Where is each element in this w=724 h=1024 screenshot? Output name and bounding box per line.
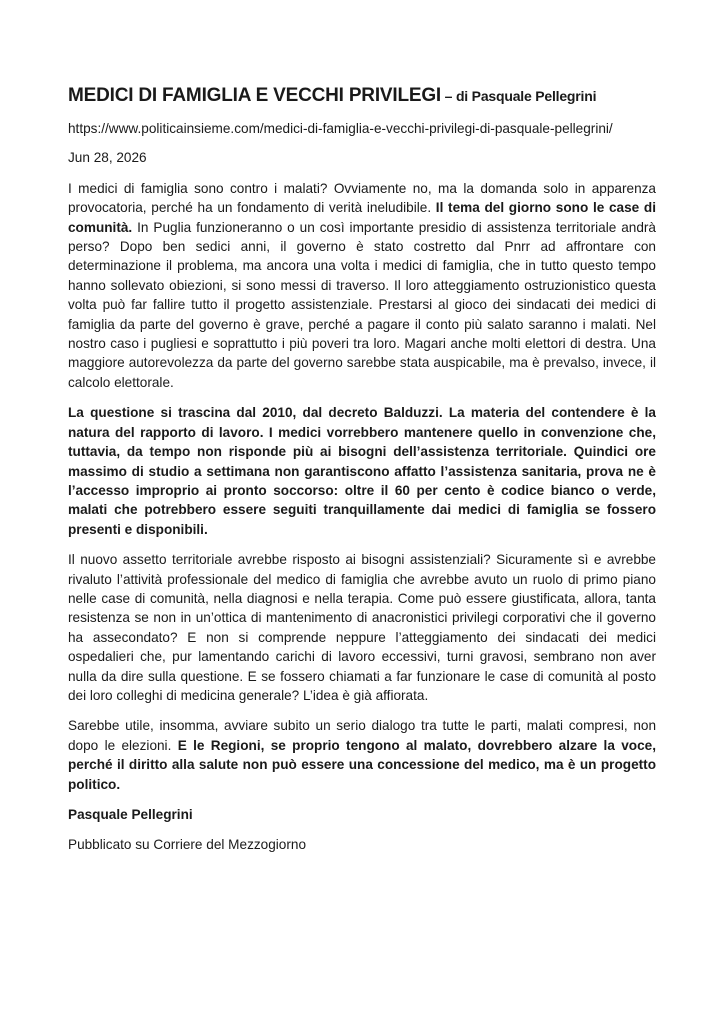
- paragraph-4-bold: E le Regioni, se proprio tengono al malato, dovrebbero alzare la voce, perché il diritto alla salute non può essere una concessione del medico, ma è un progetto politico.: [68, 737, 656, 792]
- article-url[interactable]: https://www.politicainsieme.com/medici-di-famiglia-e-vecchi-privilegi-di-pasquale-pellegrini/: [68, 121, 613, 136]
- paragraph-1-text-a: I medici di famiglia sono contro i malati? Ovviamente no, ma la domanda solo in apparenza provocatoria, perché ha un fondamento di verità ineludibile.: [68, 180, 656, 216]
- article-title: [68, 84, 656, 108]
- article-date: Jun 28, 2026: [68, 150, 147, 166]
- publication-note: Pubblicato su Corriere del Mezzogiorno: [68, 837, 307, 853]
- document-page: [68, 84, 656, 855]
- paragraph-4-text-a: Sarebbe utile, insomma, avviare subito un serio dialogo tra tutte le parti, malati compresi, non dopo le elezioni.: [68, 718, 656, 753]
- title-main: MEDICI DI FAMIGLIA E VECCHI PRIVILEGI: [68, 85, 441, 106]
- paragraph-3: Il nuovo assetto territoriale avrebbe risposto ai bisogni assistenziali? Sicuramente sì e avrebbe rivaluto l’attività professionale del medico di famiglia che avrebbe avuto un ruolo di primo piano nelle case di comunità, nella diagnosi e nella terapia. Come può essere giustificata, allora, tanta resistenza se non in un’ottica di mantenimento di anacronistici privilegi corporativi che il governo ha assecondato? E non si comprende neppure l’atteggiamento dei sindacati dei medici ospedalieri che, pur lamentando carichi di lavoro eccessivi, turni gravosi, sembrano non aver nulla da dire sulla questione. E se fossero chiamati a far funzionare le case di comunità al posto dei loro colleghi di medicina generale? L’idea è già affiorata.: [68, 552, 656, 703]
- paragraph-2: La questione si trascina dal 2010, dal decreto Balduzzi. La materia del contendere è la natura del rapporto di lavoro. I medici vorrebbero mantenere quello in convenzione che, tuttavia, da tempo non risponde più ai bisogni dell’assistenza territoriale. Quindici ore massimo di studio a settimana non garantiscono affatto l’assistenza sanitaria, prova ne è l’accesso improprio ai pronto soccorso: oltre il 60 per cento è codice bianco o verde, malati che potrebbero essere seguiti tranquillamente dai medici di famiglia se fossero presenti e disponibili.: [68, 405, 656, 537]
- paragraph-1-bold: Il tema del giorno sono le case di comunità.: [68, 200, 656, 235]
- author-signature: Pasquale Pellegrini: [68, 807, 193, 822]
- paragraph-1: [68, 179, 656, 392]
- paragraph-4: [68, 716, 656, 794]
- title-byline: – di Pasquale Pellegrini: [440, 88, 597, 104]
- paragraph-1-text-c: In Puglia funzioneranno o un così importante presidio di assistenza territoriale andrà perso? Dopo ben sedici anni, il governo è stato costretto dal Pnrr ad affrontare con determinazione il problema, ma ancora una volta i medici di famiglia, che in tutto questo tempo hanno sollevato obiezioni, si sono messi di traverso. Il loro atteggiamento ostruzionistico questa volta può far fallire tutto il progetto assistenziale. Prestarsi al gioco dei sindacati dei medici di famiglia da parte del governo è grave, perché a pagare il conto più salato saranno i malati. Nel nostro caso i pugliesi e soprattutto i più poveri tra loro. Magari anche molti elettori di destra. Una maggiore autorevolezza da parte del governo sarebbe stata auspicabile, ma è prevalso, invece, il calcolo elettorale.: [68, 219, 656, 390]
